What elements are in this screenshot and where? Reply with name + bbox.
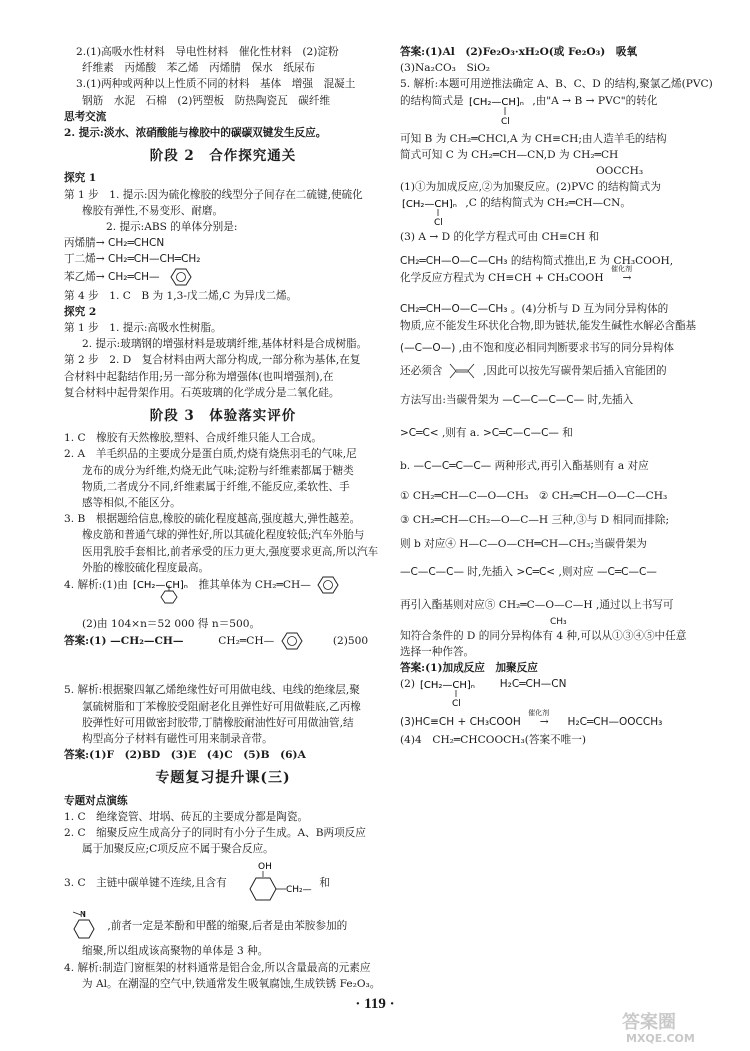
text-line: 为 Al。在潮湿的空气中,铁通常发生吸氧腐蚀,生成铁锈 Fe₂O₃。 <box>82 977 381 990</box>
text: B <box>574 94 583 107</box>
text-line: 外胎的橡胶硫化程度最高。 <box>82 561 210 574</box>
formula-line <box>400 246 700 270</box>
svg-text:Cl: Cl <box>434 218 443 229</box>
answer-text: (2)500 <box>332 635 369 648</box>
svg-text:Cl: Cl <box>452 699 462 710</box>
text: 再引入酯基则对应⑤ CH₂═C—O—C—H <box>400 598 593 611</box>
text: 。(4)分析与 D 互为同分异构体的 <box>510 302 669 315</box>
text-line: ③ CH₂═CH—CH₂—O—C—H 三种,③与 D 相同而排除; <box>400 513 670 526</box>
carbon-skeleton: —C—C—C—C— <box>502 393 585 406</box>
svg-text:答案圈: 答案圈 <box>622 1012 676 1033</box>
answer-text: CH₂═CH— <box>218 635 275 648</box>
text-line: 合材料中起黏结作用;另一部分称为增强体(也叫增强剂),在 <box>64 370 334 383</box>
text-line: 第 4 步 1. C B 为 1,3-戊二烯,C 为异戊二烯。 <box>64 289 298 302</box>
text-line: 复合材料中起骨架作用。石英玻璃的化学成分是二氧化硅。 <box>64 386 340 399</box>
text-line: 3.(1)两种或两种以上性质不同的材料 基体 增强 混凝土 <box>76 78 356 91</box>
formula-line <box>400 358 700 384</box>
answer-line: 答案:(1)F (2)BD (3)E (4)C (5)B (6)A <box>64 749 306 762</box>
review-heading: 专题复习提升课(三) <box>155 770 291 787</box>
carbon-skeleton: —C—C═C—C— <box>413 459 492 472</box>
text: ,前者一定是苯酚和甲醛的缩聚,后者是由苯胺参加的 <box>107 920 348 933</box>
section-label: 探究 1 <box>64 172 97 185</box>
text-line: 钢筋 水泥 石棉 (2)钙塑板 防热陶瓷瓦 碳纤维 <box>82 94 331 107</box>
text-line: 胶弹性好可用做密封胶带,丁腈橡胶耐油性好可用做油管,结 <box>82 716 354 729</box>
text: 3. C 主链中碳单键不连续,且含有 <box>64 877 227 890</box>
text-line: 第 1 步 1. 提示:高吸水性树脂。 <box>64 322 222 335</box>
text-line: OOCCH₃ <box>596 165 644 178</box>
formula-line <box>400 384 700 416</box>
stage3-heading: 阶段 3 体验落实评价 <box>149 408 297 425</box>
text-line: 橡胶有弹性,不易变形、耐磨。 <box>82 204 224 217</box>
text-line: 可知 B 为 CH₂═CHCl,A 为 CH≡CH;由人造羊毛的结构 <box>400 132 667 145</box>
monomer-formula: CH₂═CH—CH═CH₂ <box>108 253 201 266</box>
text-line: 物质,应不能发生环状化合物,即为链状,能发生碱性水解必含酯基 <box>400 319 697 332</box>
arrow-icon: → <box>585 94 595 107</box>
svg-text:N: N <box>80 910 86 920</box>
text-line: 2. C 缩聚反应生成高分子的同时有小分子生成。A、B两项反应 <box>64 826 366 839</box>
text: ,由不饱和度必相同判断要求书写的同分异构体 <box>458 341 674 354</box>
double-bond-group: >C═C< <box>400 426 439 439</box>
text-line: (1)①为加成反应,②为加聚反应。(2)PVC 的结构简式为 <box>400 181 661 194</box>
formula-line <box>400 710 700 732</box>
text: 方法写出:当碳骨架为 <box>400 393 499 406</box>
text-line: 简式可知 C 为 CH₂═CH—CN,D 为 CH₂═CH <box>400 148 619 161</box>
text-line: 5. 解析:本题可用逆推法确定 A、B、C、D 的结构,聚氯乙烯(PVC) <box>400 78 713 91</box>
left-column <box>64 44 382 992</box>
text-line: 2. 提示:淡水、浓硝酸能与橡胶中的碳碳双键发生反应。 <box>64 127 327 140</box>
text: ,由"A <box>532 94 559 107</box>
svg-text:[CH₂—CH]ₙ: [CH₂—CH]ₙ <box>133 580 189 592</box>
answer-line: (4)4 CH₂═CHCOOCH₃(答案不唯一) <box>400 734 586 747</box>
text-line: (3) A → D 的化学方程式可由 CH≡CH 和 <box>400 231 600 244</box>
text-line: 龙布的成分为纤维,灼烧无此气味;淀粉与纤维素都属于糖类 <box>82 464 354 477</box>
ester-formula: CH₂═CH—O—C—CH₃ <box>400 254 508 267</box>
text: PVC"的转化 <box>597 94 658 107</box>
text: 两种形式,再引入酯基则有 a 对应 <box>494 459 649 472</box>
text-line: 第 2 步 2. D 复合材料由两大部分构成,一部分称为基体,在复 <box>64 354 361 367</box>
ester-formula: CH₂═CH—O—C—CH₃ <box>400 302 508 315</box>
answer-line: (3)Na₂CO₃ SiO₂ <box>400 62 491 75</box>
benzene-ring-icon <box>163 268 197 286</box>
text-line: 氯硫树脂和丁苯橡胶受阻耐老化且弹性好可用做鞋底,乙丙橡 <box>82 700 361 713</box>
formula-line <box>400 416 700 450</box>
text-line: 1. C 橡胶有天然橡胶,塑料、合成纤维只能人工合成。 <box>64 432 323 445</box>
monomer-label: 丙烯腈→ <box>64 237 105 250</box>
section-label: 思考交流 <box>64 110 107 123</box>
text: 和 <box>562 426 573 439</box>
text-line: 知符合条件的 D 的同分异构体有 4 种,可以从①③④⑤中任意 <box>400 629 687 642</box>
formula-line <box>400 554 700 594</box>
text: 的结构简式推出,E 为 CH₃COOH, <box>510 254 674 267</box>
stage2-heading: 阶段 2 合作探究通关 <box>149 148 297 165</box>
svg-text:[CH₂—CH]ₙ: [CH₂—CH]ₙ <box>468 96 524 108</box>
answer-formula: (3)HC≡CH + CH₃COOH <box>400 716 521 729</box>
formula-line <box>400 676 700 710</box>
text-line: 第 1 步 1. 提示:因为硫化橡胶的线型分子间存在二硫键,使硫化 <box>64 188 363 201</box>
answer-line: 答案:(1)Al (2)Fe₂O₃·xH₂O(或 Fe₂O₃) 吸氧 <box>400 46 638 58</box>
svg-text:OH: OH <box>258 862 272 873</box>
formula-line <box>400 294 700 318</box>
text-line: 选择一种作答。 <box>400 646 475 659</box>
pvc-structure-icon <box>467 93 529 127</box>
text: 还必须含 <box>400 364 443 377</box>
text: ,C 的结构简式为 CH₂═CH—CN。 <box>465 197 632 210</box>
arrow-icon: → <box>562 94 572 107</box>
svg-text:[CH₂—CH]ₙ: [CH₂—CH]ₙ <box>420 680 476 692</box>
text: 和 <box>319 877 331 890</box>
double-bond-group: >C═C< <box>516 565 556 578</box>
double-bond-icon <box>446 360 480 382</box>
catalyst-label: 催化剂 <box>610 264 632 273</box>
text-line: 4. 解析:制造门窗框架的材料通常是铝合金,所以含量最高的元素应 <box>64 961 371 974</box>
text-line: ① CH₂═CH—C—O—CH₃ ② CH₂═CH—O—C—CH₃ <box>400 489 668 502</box>
text-line: 2. 提示:玻璃钢的增强材料是玻璃纤维,基体材料是合成树脂。 <box>82 338 368 351</box>
text: 化学反应方程式为 CH≡CH + CH₃COOH <box>400 271 604 284</box>
catalyst-arrow: 催化剂 → <box>607 270 647 286</box>
svg-text:CH₂—: CH₂— <box>286 885 312 896</box>
text-line: 2. 提示:ABS 的单体分别是: <box>106 221 238 234</box>
text: 时,先插入 <box>587 393 634 406</box>
monomer-label: 苯乙烯→ <box>64 270 105 283</box>
text: ,通过以上书写可 <box>595 598 674 611</box>
answer-formula: H₂C═CH—OOCCH₃ <box>567 716 663 729</box>
text-line: 3. B 根据题给信息,橡胶的硫化程度越高,强度越大,弹性越差。 <box>64 513 361 526</box>
monomer-label: 丁二烯→ <box>64 253 105 266</box>
catalyst-label: 催化剂 <box>528 709 550 718</box>
text: (2) <box>400 678 416 691</box>
svg-text:Cl: Cl <box>500 116 510 127</box>
ester-group: (—C—O—) <box>400 341 456 354</box>
text-line: 属于加聚反应;C项反应不属于聚合反应。 <box>82 843 274 856</box>
text-line: 感等相似,不能区分。 <box>82 497 181 510</box>
text: ,因此可以按先写碳骨架后插入官能团的 <box>483 364 667 377</box>
text-line: 5. 解析:根据聚四氟乙烯绝缘性好可用做电线、电线的绝缘层,聚 <box>64 684 360 697</box>
text-line: 1. C 绝缘瓷管、坩埚、砖瓦的主要成分都是陶瓷。 <box>64 810 309 823</box>
text-line: 橡皮筋和普通气球的弹性好,所以其硫化程度较低;汽车外胎与 <box>82 529 365 542</box>
text-line: 2. A 羊毛织品的主要成分是蛋白质,灼烧有烧焦羽毛的气味,尼 <box>64 448 357 461</box>
monomer-line <box>64 235 382 251</box>
text-line: 医用乳胶手套相比,前者承受的压力更大,强度要求更高,所以汽车 <box>82 545 379 558</box>
right-column <box>400 44 713 749</box>
formula-line <box>64 857 382 909</box>
text-line: (2)由 104×n＝52 000 得 n＝500。 <box>82 618 261 631</box>
text-line: 物质,二者成分不同,纤维素属于纤维,不能反应,柔软性、手 <box>82 480 350 493</box>
aniline-unit-icon <box>64 909 104 943</box>
text-line: 构型高分子材料有磁性可用来制录音带。 <box>82 732 273 745</box>
text: 的结构简式是 <box>400 94 464 107</box>
formula-line <box>400 334 700 358</box>
svg-text:[CH₂—CH]ₙ: [CH₂—CH]ₙ <box>402 199 457 211</box>
monomer-formula: CH₂═CH— <box>108 270 160 283</box>
formula-line <box>400 450 700 482</box>
answer-formula: H₂C═CH—CN <box>499 678 567 691</box>
answer-text: 答案:(1) —CH₂—CH— <box>64 635 184 648</box>
text-line: 2.(1)高吸水性材料 导电性材料 催化性材料 (2)淀粉 <box>76 46 339 58</box>
monomer-formula: CH₂═CHCN <box>108 237 165 250</box>
formula-line <box>400 264 700 294</box>
monomer-text: 推其单体为 CH₂═CH— <box>198 579 311 592</box>
svg-text:MXQE.COM: MXQE.COM <box>626 1032 695 1045</box>
formula-line <box>64 576 382 616</box>
answer-line: 答案:(1)加成反应 加聚反应 <box>400 662 538 675</box>
text: ,则对应 <box>558 565 594 578</box>
monomer-line <box>64 268 382 288</box>
catalyst-arrow: 催化剂 → <box>524 710 564 734</box>
phenol-unit-icon <box>230 859 310 907</box>
formula-line <box>400 93 700 131</box>
pvc-structure-icon <box>400 195 462 227</box>
text: b. <box>400 459 411 472</box>
text-line: 则 b 对应④ H—C—O—CH═CH—CH₃;当碳骨架为 <box>400 537 647 550</box>
carbon-skeleton: —C═C—C— <box>597 565 657 578</box>
benzene-ring-icon <box>278 632 308 650</box>
answer-line <box>64 632 382 682</box>
formula-line <box>64 909 382 943</box>
watermark-logo <box>604 1008 740 1046</box>
section-label: 专题对点演练 <box>64 794 128 807</box>
benzene-ring-icon <box>314 576 344 594</box>
polystyrene-structure-icon <box>131 576 195 610</box>
formula-line <box>400 195 700 229</box>
section-label: 探究 2 <box>64 305 97 318</box>
text-line: 缩聚,所以组成该高聚物的单体是 3 种。 <box>82 945 269 958</box>
monomer-line <box>64 251 382 267</box>
text: ,则有 a. <box>441 426 480 439</box>
carbon-skeleton: >C═C—C—C— <box>482 426 559 439</box>
solution-label: 4. 解析:(1)由 <box>64 579 128 592</box>
text-line: 纤维素 丙烯酸 苯乙烯 丙烯腈 保水 纸尿布 <box>82 62 316 75</box>
methyl-label: CH₃ <box>550 616 567 627</box>
text: 时,先插入 <box>467 565 514 578</box>
page-number: · 119 · <box>355 996 395 1012</box>
formula-line <box>400 594 700 616</box>
carbon-skeleton: —C—C—C— <box>400 565 464 578</box>
pvc-structure-icon <box>418 676 480 708</box>
